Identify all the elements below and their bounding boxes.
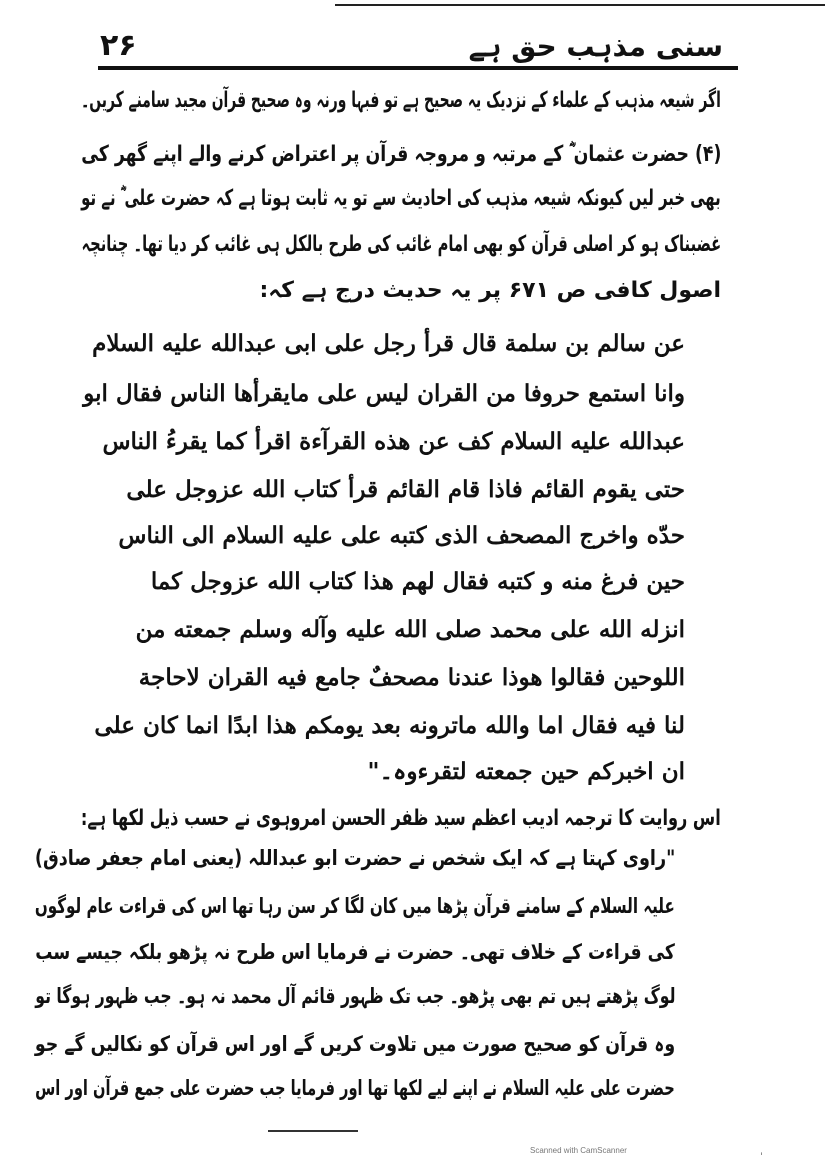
translation-intro: اس روایت کا ترجمہ ادیب اعظم سید ظفر الحسن امروہوی نے حسب ذیل لکھا ہے: <box>81 806 721 831</box>
arabic-hadith-line: اللوحين فقالوا هوذا عندنا مصحفٌ جامع فيه القران لاحاجة <box>138 664 685 691</box>
footer-rule <box>268 1130 358 1132</box>
arabic-hadith-line: لنا فيه فقال اما والله ماترونه بعد يومكم هذا ابدًا انما كان على <box>94 712 685 739</box>
urdu-intro-line: اگر شیعہ مذہب کے علماء کے نزدیک یہ صحیح ہے تو فبہا ورنہ وہ صحیح قرآن مجید سامنے کریں۔ <box>81 88 721 113</box>
arabic-hadith-line: حين فرغ منه و كتبه فقال لهم هذا كتاب الله عزوجل كما <box>150 568 685 595</box>
translation-line: علیہ السلام کے سامنے قرآن پڑھا میں کان لگا کر سن رہا تھا اس کی قراءت عام لوگوں <box>35 894 675 918</box>
page-number: ۲۶ <box>100 28 137 63</box>
translation-line: کی قراءت کے خلاف تھی۔ حضرت نے فرمایا اس طرح نہ پڑھو بلکہ جیسے سب <box>35 940 675 964</box>
translation-line: حضرت علی علیہ السلام نے اپنے لیے لکھا تھا اور فرمایا جب حضرت علی جمع قرآن اور اس <box>35 1076 675 1100</box>
top-edge-rule <box>335 4 825 6</box>
urdu-intro-line: (۴) حضرت عثمان ؓ کے مرتبہ و مروجہ قرآن پر اعتراض کرنے والے اپنے گھر کی <box>80 142 721 167</box>
arabic-hadith-line: عبدالله عليه السلام كف عن هذه القرآءة اقرأ كما يقرءُ الناس <box>102 428 685 455</box>
urdu-intro-line: بھی خبر لیں کیونکہ شیعہ مذہب کی احادیث سے تو یہ ثابت ہوتا ہے کہ حضرت علی ؓ نے تو <box>81 186 721 211</box>
margin-dot: ˈ <box>760 1152 763 1163</box>
arabic-hadith-line: وانا استمع حروفا من القران ليس على مايقرأها الناس فقال ابو <box>83 380 685 407</box>
urdu-intro-line: غضبناک ہو کر اصلی قرآن کو بھی امام غائب کی طرح بالکل ہی غائب کر دیا تھا۔ چنانچہ <box>81 232 721 257</box>
arabic-hadith-line: عن سالم بن سلمة قال قرأ رجل على ابى عبدالله عليه السلام <box>92 330 685 357</box>
translation-line: لوگ پڑھتے ہیں تم بھی پڑھو۔ جب تک ظہور قائم آل محمد نہ ہو۔ جب ظہور ہوگا تو <box>34 984 675 1008</box>
arabic-hadith-line: حتى يقوم القائم فاذا قام القائم قرأ كتاب الله عزوجل على <box>126 476 685 503</box>
arabic-hadith-line: ان اخبركم حين جمعته لتقرءوہ۔" <box>367 758 685 785</box>
arabic-hadith-line: حدّه واخرج المصحف الذى كتبه على عليه السلام الى الناس <box>118 522 685 549</box>
urdu-intro-line: اصول کافی ص ۶۷۱ پر یہ حدیث درج ہے کہ: <box>259 278 721 303</box>
translation-line: وہ قرآن کو صحیح صورت میں تلاوت کریں گے اور اس قرآن کو نکالیں گے جو <box>34 1032 675 1056</box>
header-rule <box>98 66 738 70</box>
arabic-hadith-line: انزله الله على محمد صلى الله عليه وآله وسلم جمعته من <box>135 616 685 643</box>
scanner-watermark: Scanned with CamScanner <box>530 1146 627 1155</box>
translation-line: "راوی کہتا ہے کہ ایک شخص نے حضرت ابو عبداللہ (یعنی امام جعفر صادق) <box>34 846 675 870</box>
running-title: سنی مذہب حق ہے <box>468 30 723 63</box>
